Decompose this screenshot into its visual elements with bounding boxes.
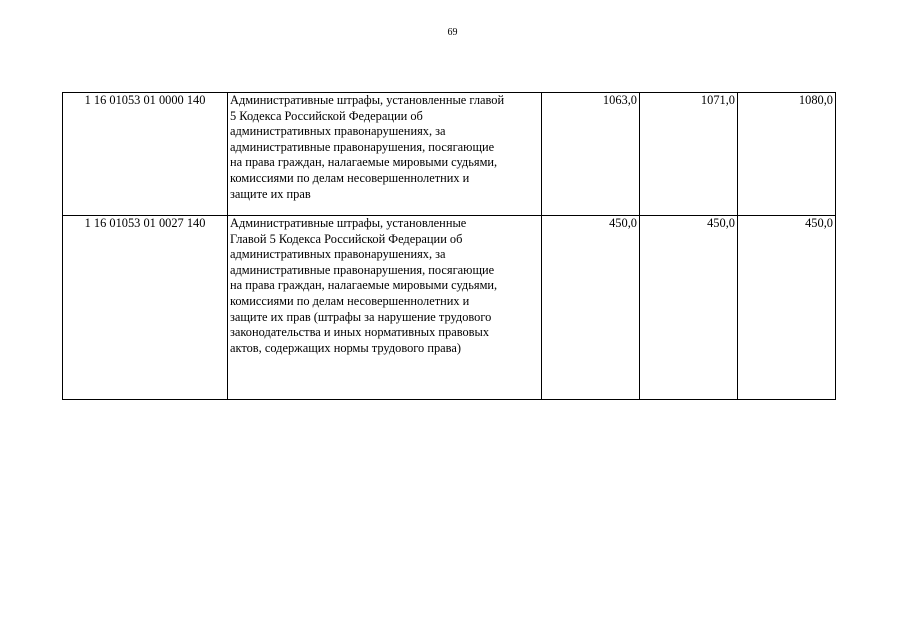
revenue-description-text: Административные штрафы, установленные Главой 5 Кодекса Российской Федерации об административных правонарушениях, за административные правонарушения, посягающие на права граждан, налагаемые мировыми судьями, комиссиями по делам несовершеннолетних и защите их прав (штрафы за нарушение трудового законодательства и иных нормативных правовых актов, содержащих нормы трудового права) [230, 216, 498, 355]
table-row [63, 216, 836, 400]
amount-year-1: 450,0 [542, 216, 640, 400]
table-row [63, 93, 836, 216]
amount-year-3: 1080,0 [738, 93, 836, 216]
budget-classification-code: 1 16 01053 01 0027 140 [63, 216, 228, 400]
budget-revenue-table [62, 92, 836, 400]
amount-year-2: 450,0 [640, 216, 738, 400]
amount-year-2: 1071,0 [640, 93, 738, 216]
amount-year-1: 1063,0 [542, 93, 640, 216]
page-number: 69 [447, 27, 458, 38]
revenue-description-text: Административные штрафы, установленные главой 5 Кодекса Российской Федерации об административных правонарушениях, за административные правонарушения, посягающие на права граждан, налагаемые мировыми судьями, комиссиями по делам несовершеннолетних и защите их прав [230, 93, 505, 201]
amount-year-3: 450,0 [738, 216, 836, 400]
budget-classification-code: 1 16 01053 01 0000 140 [63, 93, 228, 216]
revenue-description [228, 216, 542, 400]
revenue-description [228, 93, 542, 216]
